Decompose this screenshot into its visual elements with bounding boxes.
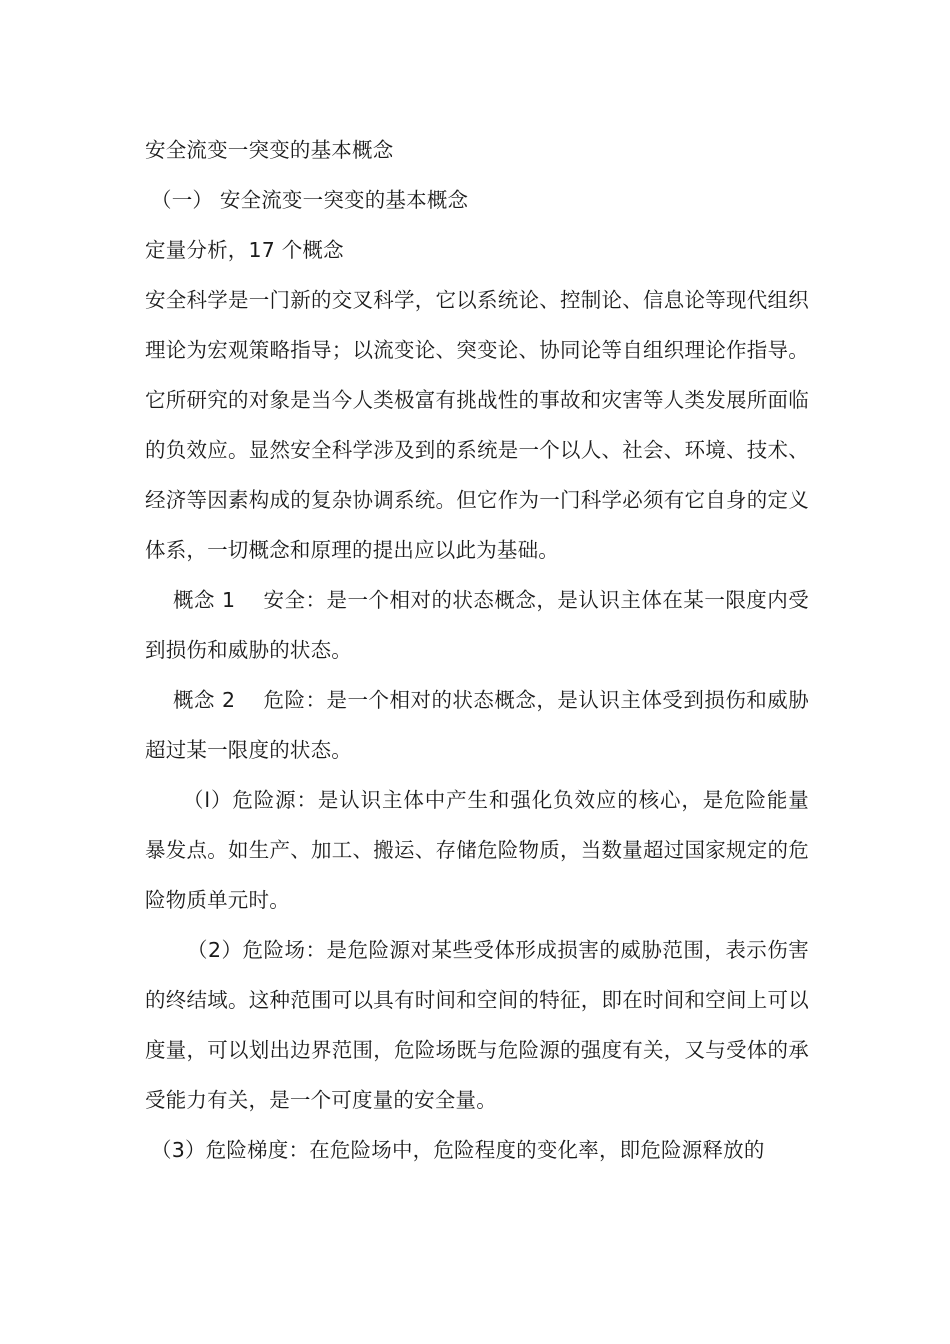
intro-paragraph: 安全科学是一门新的交叉科学，它以系统论、控制论、信息论等现代组织理论为宏观策略指导；以流变论、突变论、协同论等自组织理论作指导。它所研究的对象是当今人类极富有挑战性的事故和灾害等人类发展所面临的负效应。显然安全科学涉及到的系统是一个以人、社会、环境、技术、经济等因素构成的复杂协调系统。但它作为一门科学必须有它自身的定义体系，一切概念和原理的提出应以此为基础。 [145,288,809,562]
concept-1-paragraph: 概念 1 安全：是一个相对的状态概念，是认识主体在某一限度内受到损伤和威胁的状态。 [145,588,809,662]
concept-2-paragraph: 概念 2 危险：是一个相对的状态概念，是认识主体受到损伤和威胁超过某一限度的状态。 [145,688,809,762]
hazard-gradient-paragraph: （3）危险梯度：在危险场中，危险程度的变化率，即危险源释放的 [151,1138,765,1162]
document-title: 安全流变一突变的基本概念 [145,138,394,162]
section-heading: （一） 安全流变一突变的基本概念 [151,188,469,212]
document-body [145,125,809,1175]
hazard-source-paragraph: （l）危险源：是认识主体中产生和强化负效应的核心，是危险能量暴发点。如生产、加工、搬运、存储危险物质，当数量超过国家规定的危险物质单元时。 [145,788,809,912]
subheading: 定量分析，17 个概念 [145,238,344,262]
hazard-field-paragraph: （2）危险场：是危险源对某些受体形成损害的威胁范围，表示伤害的终结域。这种范围可以具有时间和空间的特征，即在时间和空间上可以度量，可以划出边界范围，危险场既与危险源的强度有关，又与受体的承受能力有关，是一个可度量的安全量。 [145,938,809,1112]
